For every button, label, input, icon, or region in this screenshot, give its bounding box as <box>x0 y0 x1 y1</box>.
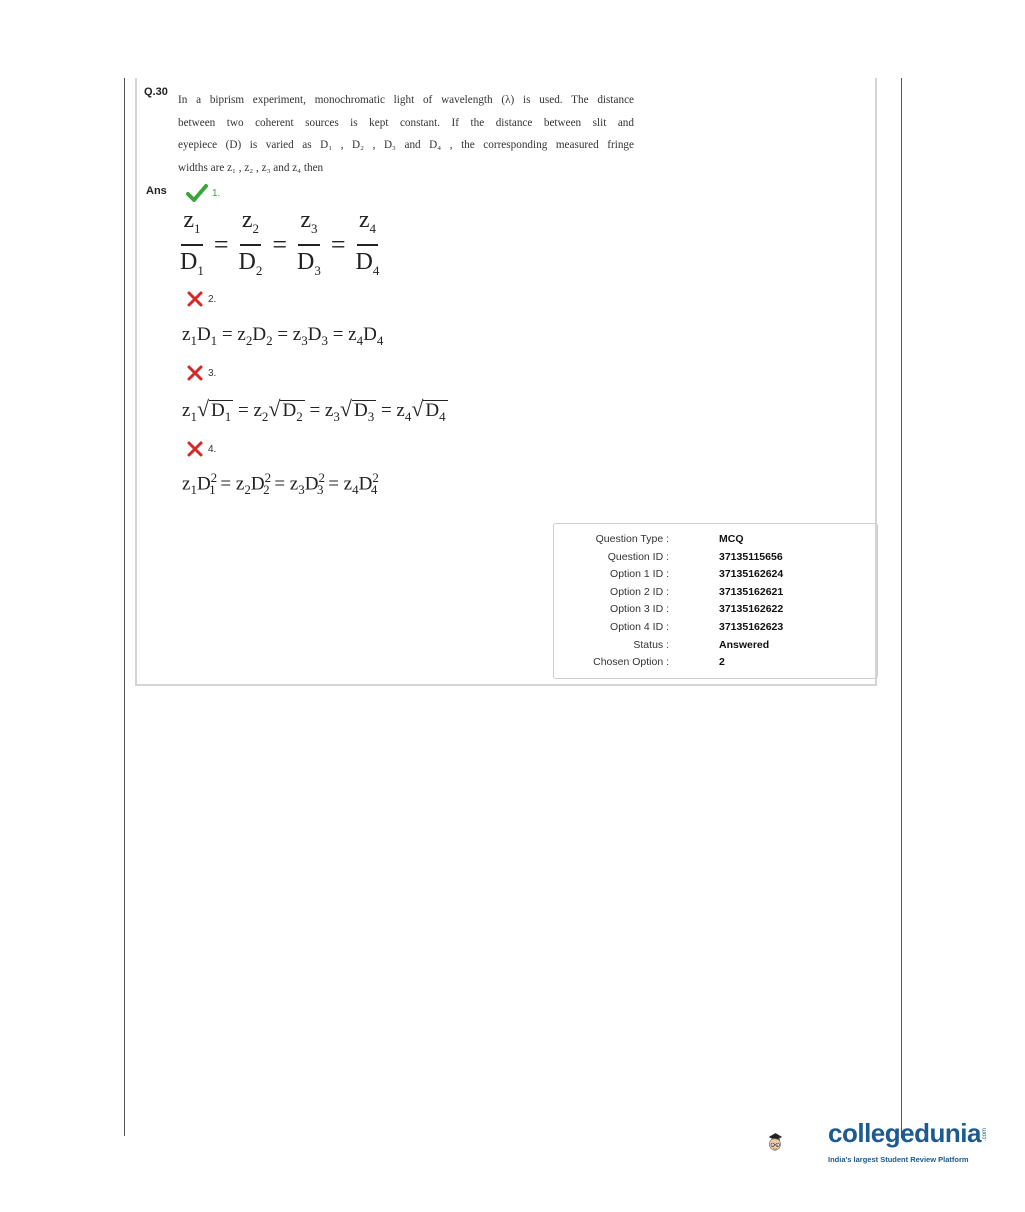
check-icon <box>186 184 208 202</box>
cross-icon <box>186 290 204 308</box>
option-number: 4. <box>208 443 217 455</box>
logo-tagline: India's largest Student Review Platform <box>828 1155 969 1164</box>
question-number: Q.30 <box>144 86 168 98</box>
option-2-marker <box>186 290 216 308</box>
option-4-formula: $z_1D^2_1 = z_2D^2_2 = z_3D^2_3 = z_4D^2_4$ <box>182 470 379 498</box>
info-option-1-id: Option 1 ID : 37135162624 <box>610 568 784 581</box>
option-4-marker <box>186 440 216 458</box>
question-line: between two coherent sources is kept constant. If the distance between slit and <box>178 116 634 129</box>
question-line: In a biprism experiment, monochromatic light of wavelength (λ) is used. The distance <box>178 94 634 106</box>
option-1-marker <box>186 184 220 202</box>
cross-icon <box>186 440 204 458</box>
option-3-formula: $z_1√$ $D_1 = z_2√$ $D_2 = z_3√$ $D_3 = z_4√$ $D_4$ <box>182 396 448 427</box>
left-margin-line <box>124 78 125 1136</box>
option-number: 3. <box>208 367 217 379</box>
question-text <box>178 89 634 179</box>
info-option-3-id: Option 3 ID : 37135162622 <box>610 603 784 616</box>
right-margin-line <box>901 78 902 1138</box>
logo-wordmark: collegedunia <box>828 1118 981 1148</box>
info-chosen-option: Chosen Option : 2 <box>593 656 725 669</box>
collegedunia-mascot-icon <box>766 1102 830 1182</box>
cross-icon <box>186 364 204 382</box>
option-number: 1. <box>212 187 221 199</box>
info-question-id: Question ID : 37135115656 <box>607 550 783 563</box>
option-number: 2. <box>208 293 217 305</box>
info-option-2-id: Option 2 ID : 37135162621 <box>610 585 784 598</box>
question-line: eyepiece (D) is varied as D₁ , D₂ , D₃ and D₄ , the corresponding measured fringe <box>178 139 634 151</box>
question-line: widths are z₁ , z₂ , z₃ and z₄ then <box>178 161 324 174</box>
info-option-4-id: Option 4 ID : 37135162623 <box>610 621 784 633</box>
answer-label: Ans <box>146 185 167 197</box>
option-3-marker <box>186 364 216 382</box>
option-2-formula: $z_1D_1 = z_2D_2 = z_3D_3 = z_4D_4$ <box>182 324 384 348</box>
info-question-type: Question Type : MCQ <box>595 533 744 545</box>
info-status: Status : Answered <box>633 638 770 651</box>
logo-suffix: .com <box>982 1128 988 1142</box>
option-1-formula: $\frac{z_1}{D_1}$ = $\frac{z_2}{D_2}$ = $\frac{z_3}{D_3}$ = $\frac{z_4}{D_4}$ <box>180 207 380 278</box>
question-info-box <box>553 523 878 679</box>
